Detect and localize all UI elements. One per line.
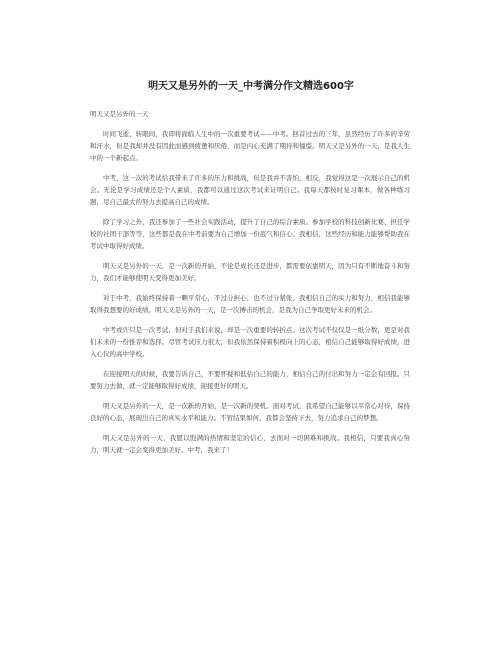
document-title: 明天又是另外的一天_中考满分作文精选600字 — [148, 81, 354, 92]
paragraph: 明天又是另外的一天，是一次新的开始，是一次新的契机。面对考试，我希望自己能够以平常心对待，保持良好的心态，展现出自己的真实水平和能力。不管结果如何，我都会坚持下去，努力追求自己的梦想。 — [90, 402, 410, 422]
document-subtitle: 明天又是另外的一天 — [90, 110, 149, 118]
paragraph: 除了学习之外，我还参加了一些社会实践活动，提升了自己的综合素质。参加学校的科技创新比赛、担任学校的社团干部等等，这些都是我在中考前要为自己增加一份底气和信心。我相信，这些经历和能力能够帮助我在考试中取得好成绩。 — [90, 218, 410, 250]
paragraph: 中考，这一次的考试给我带来了许多的压力和挑战，但是我并不害怕，相反，我觉得这是一次展示自己的机会。无论是学习成绩还是个人素质，我都可以通过这次考试来证明自己。我每天都按时复习课本，做各种练习题，尽自己最大的努力去提高自己的成绩。 — [90, 174, 410, 206]
paragraph: 中考或许只是一次考试，但对于我们来说，却是一次重要的转折点。这次考试不仅仅是一纸分数，更是对我们未来的一份推荐和选择。尽管考试压力很大，但我依然保持着积极向上的心态，相信自己能够取得好成绩，进入心仪的高中学校。 — [90, 326, 410, 358]
paragraph: 时间飞逝，转眼间，我即将面临人生中的一次重要考试——中考。回首过去的三年，虽然经历了许多的辛劳和汗水，但是我却并没有因此而感到疲惫和厌倦，而是内心充满了期待和憧憬。明天又是另外的一天，是我人生中的一个新起点。 — [90, 130, 410, 162]
paragraph: 在迎接明天的时候，我要告诉自己，不要怀疑和低估自己的能力，相信自己的付出和努力一定会有回报。只要努力去做，就一定能够取得好成绩，迎接更好的明天。 — [90, 370, 410, 390]
paragraph: 明天又是另外的一天，是一次新的开始，不论是成长还是进步，都需要依靠明天，因为只有不断地奋斗和努力，我们才能够使明天变得更加美好。 — [90, 262, 410, 282]
paragraph: 明天又是另外的一天，我愿以饱满的热情和坚定的信心，去面对一切困难和挑战。我相信，只要我真心努力，明天就一定会变得更加美好。中考，我来了！ — [90, 434, 410, 454]
document-body — [90, 108, 410, 464]
paragraph: 对于中考，我始终保持着一颗平常心，不过分担心，也不过分紧张。我相信自己的实力和努力，相信我能够取得我想要的好成绩。明天又是另外的一天，是一次搏击的机会，是我为自己争取更好未来的机会。 — [90, 294, 410, 314]
